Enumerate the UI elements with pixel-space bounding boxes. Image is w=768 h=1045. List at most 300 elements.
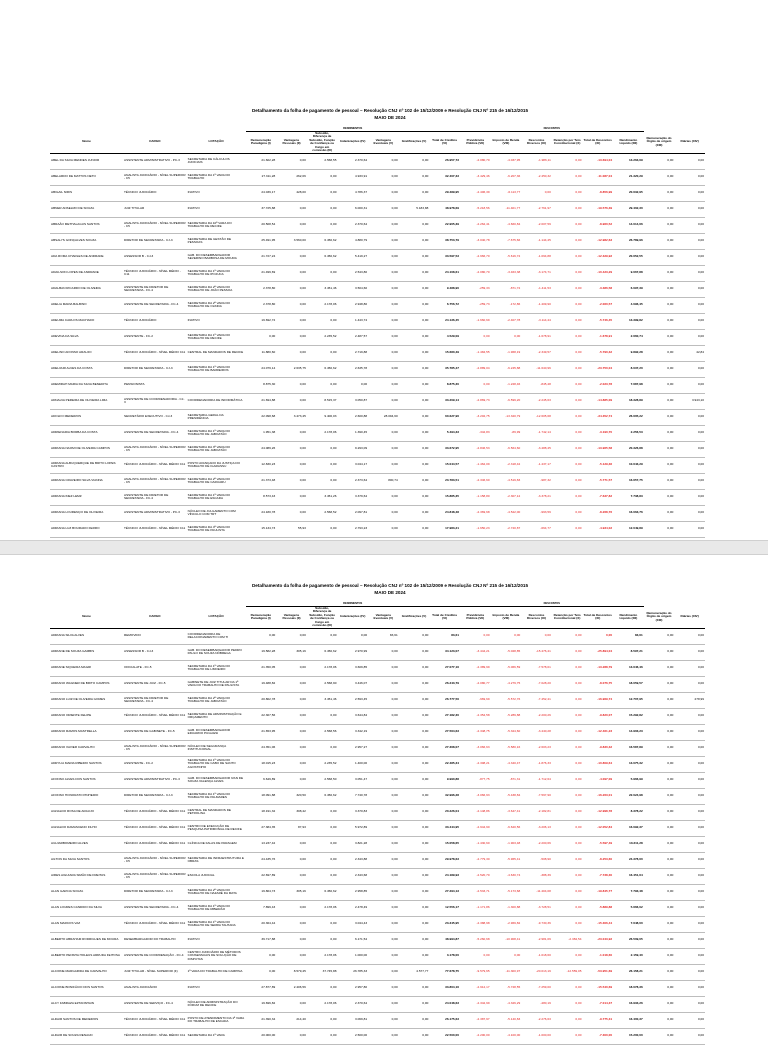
lotacao-cell: ESCOLA JUDICIAL [187, 868, 246, 884]
imposto-renda-cell: -5.066,59 [491, 660, 522, 676]
report-title-line2: MAIO DE 2024 [374, 114, 406, 120]
remuneracao-origem-cell: 0,00 [644, 1012, 675, 1028]
remuneracao-paradigma-cell: 1.951,38 [246, 425, 277, 441]
gratificacoes-cell: 0,00 [399, 660, 430, 676]
total-descontos-cell: -12.329,92 [582, 249, 613, 265]
remuneracao-origem-cell: 0,00 [644, 1028, 675, 1044]
vantagens-eventuais-cell: 800,74 [368, 473, 399, 489]
subsidio-funcao-cell: 2.178,06 [307, 900, 338, 916]
subsidio-funcao-cell: 3.451,26 [307, 489, 338, 505]
vantagens-eventuais-cell: 0,00 [368, 788, 399, 804]
descontos-diversos-cell: -1.018,60 [521, 948, 552, 964]
diarias-cell: 0,00 [674, 916, 705, 932]
remuneracao-origem-cell: 0,00 [644, 185, 675, 201]
column-header: Gratificações (V) [399, 606, 430, 628]
gratificacoes-cell: 0,00 [399, 297, 430, 313]
table-row [50, 489, 705, 505]
cargo-cell: TÉCNICO JUDICIÁRIO - NÍVEL MÉDIO C11 [123, 521, 187, 537]
remuneracao-paradigma-cell: 24.039,17 [246, 185, 277, 201]
cargo-cell: ANALISTA JUDICIÁRIO - NÍVEL SUPERIOR - C5 [123, 217, 187, 233]
table-row [50, 948, 705, 964]
previdencia-cell: 0,00 [460, 948, 491, 964]
descontos-diversos-cell: -3.728,51 [521, 900, 552, 916]
previdencia-cell: -5.218,56 [460, 201, 491, 217]
remuneracao-paradigma-cell: 8.573,43 [246, 489, 277, 505]
retencao-teto-cell: 0,00 [552, 233, 583, 249]
imposto-renda-cell: -5.140,83 [491, 1012, 522, 1028]
cargo-cell: ANALISTA JUDICIÁRIO - NÍVEL SUPERIOR - C5 [123, 868, 187, 884]
employee-name-cell: AGUIARBOMEIRO ALVES [50, 836, 123, 852]
employee-name-cell: ADNALVA PEREIRA DE OLIVEIRA LIMA [50, 393, 123, 409]
cargo-cell: DESEMBARGADOR DO TRABALHO [123, 932, 187, 948]
rendimento-liquido-cell: 10.643,29 [613, 457, 644, 473]
total-creditos-cell: 24.108,61 [429, 265, 460, 281]
indenizacoes-cell: 2.543,80 [337, 265, 368, 281]
cargo-cell: TÉCNICO JUDICIÁRIO - NÍVEL MÉDIO C11 [123, 804, 187, 820]
retencao-teto-cell: 0,00 [552, 1012, 583, 1028]
imposto-renda-cell: -5.324,60 [491, 724, 522, 740]
remuneracao-paradigma-cell: 27.384,35 [246, 820, 277, 836]
table-row [50, 361, 705, 377]
vantagens-eventuais-cell: 83,61 [368, 628, 399, 644]
descontos-diversos-cell: -11.404,08 [521, 884, 552, 900]
gratificacoes-cell: 0,00 [399, 932, 430, 948]
descontos-diversos-cell: -2.200,66 [521, 836, 552, 852]
diarias-cell: 0,00 [674, 788, 705, 804]
rendimento-liquido-cell: 16.400,37 [613, 1012, 644, 1028]
lotacao-cell [187, 377, 246, 393]
indenizacoes-cell: 9.293,09 [337, 441, 368, 457]
employee-name-cell: ADRIANA LOURENÇO DE OLIVEIRA [50, 505, 123, 521]
cargo-cell: ANALISTA JUDICIÁRIO - NÍVEL SUPERIOR - C5 [123, 740, 187, 756]
vantagens-pessoais-cell: 0,00 [276, 329, 307, 345]
column-header: Retenção por Teto Constitucional (X) [552, 131, 583, 153]
total-creditos-cell: 23.345,95 [429, 916, 460, 932]
vantagens-pessoais-cell: 2.406,56 [276, 980, 307, 996]
cargo-cell: ASSISTENTE DE SECRETARIA - FC-4 [123, 425, 187, 441]
table-row [50, 772, 705, 788]
remuneracao-paradigma-cell: 24.351,06 [246, 740, 277, 756]
cargo-cell: DIRETOR DE SECRETARIA - CJ-3 [123, 361, 187, 377]
vantagens-eventuais-cell: 0,00 [368, 185, 399, 201]
employee-name-cell: ADALBAN RICARDO DE OLIVEIRA [50, 281, 123, 297]
subsidio-funcao-cell: 0,00 [307, 377, 338, 393]
diarias-cell: 0,00 [674, 724, 705, 740]
total-creditos-cell: 33.209,14 [429, 393, 460, 409]
total-descontos-cell: -23.750,04 [582, 361, 613, 377]
imposto-renda-cell: -2.969,82 [491, 916, 522, 932]
table-row [50, 265, 705, 281]
imposto-renda-cell: -1.300,88 [491, 900, 522, 916]
previdencia-cell: -3.066,63 [460, 740, 491, 756]
gratificacoes-cell: 4.577,77 [399, 964, 430, 980]
previdencia-cell: -2.369,68 [460, 505, 491, 521]
subsidio-funcao-cell: 0,00 [307, 820, 338, 836]
subsidio-funcao-cell: 8.515,37 [307, 393, 338, 409]
imposto-renda-cell: -4.660,84 [491, 217, 522, 233]
subsidio-funcao-cell: 0,00 [307, 313, 338, 329]
column-header: LOTAÇÃO [187, 131, 246, 153]
diarias-cell: 0,00 [674, 660, 705, 676]
imposto-renda-cell: -6.113,77 [491, 185, 522, 201]
rendimento-liquido-cell: 20.652,55 [613, 249, 644, 265]
remuneracao-paradigma-cell: 24.435,76 [246, 852, 277, 868]
remuneracao-paradigma-cell: 24.079,14 [246, 361, 277, 377]
retencao-teto-cell: 0,00 [552, 804, 583, 820]
descontos-diversos-cell: -2.200,26 [521, 708, 552, 724]
column-header: Descontos Diversos (IX) [521, 606, 552, 628]
table-row [50, 724, 705, 740]
vantagens-eventuais-cell: 0,00 [368, 217, 399, 233]
total-creditos-cell: 33.444,95 [429, 820, 460, 836]
gratificacoes-cell: 0,00 [399, 217, 430, 233]
remuneracao-paradigma-cell: 21.373,48 [246, 473, 277, 489]
column-header: Nome [50, 606, 123, 628]
previdencia-cell: -1.430,60 [460, 836, 491, 852]
previdencia-cell: -9.579,65 [460, 964, 491, 980]
diarias-cell: 0,00 [674, 676, 705, 692]
remuneracao-origem-cell: 0,00 [644, 756, 675, 772]
imposto-renda-cell: -5.028,85 [491, 644, 522, 660]
diarias-cell: 0,00 [674, 233, 705, 249]
previdencia-cell: -3.429,46 [460, 169, 491, 185]
gratificacoes-cell: 0,00 [399, 441, 430, 457]
total-creditos-cell: 34.123,07 [429, 644, 460, 660]
rendimento-liquido-cell: 6.097,39 [613, 281, 644, 297]
remuneracao-paradigma-cell: 19.804,73 [246, 884, 277, 900]
total-descontos-cell: -12.461,23 [582, 724, 613, 740]
cargo-cell: ASSISTENTE DE JUIZ - FC-5 [123, 676, 187, 692]
imposto-renda-cell: -871,72 [491, 281, 522, 297]
table-row [50, 804, 705, 820]
remuneracao-paradigma-cell: 20.000,00 [246, 1028, 277, 1044]
cargo-cell: ASSISTENTE DE DIRETOR DE SECRETARIA - FC-4 [123, 489, 187, 505]
imposto-renda-cell: -4.037,95 [491, 153, 522, 169]
indenizacoes-cell: 2.970,99 [337, 644, 368, 660]
rendimento-liquido-cell: 18.078,36 [613, 980, 644, 996]
lotacao-cell: SECRETARIA DA 1ª VARA DO TRABALHO [187, 169, 246, 185]
remuneracao-origem-cell: 0,00 [644, 377, 675, 393]
descontos-diversos-cell: -3.206,13 [521, 820, 552, 836]
table-row [50, 836, 705, 852]
gratificacoes-cell: 0,00 [399, 361, 430, 377]
gratificacoes-cell: 0,00 [399, 169, 430, 185]
diarias-cell: 0,00 [674, 804, 705, 820]
diarias-cell: 0,00 [674, 377, 705, 393]
retencao-teto-cell: 0,00 [552, 980, 583, 996]
indenizacoes-cell: 2.343,88 [337, 852, 368, 868]
retencao-teto-cell: 0,00 [552, 185, 583, 201]
total-creditos-cell: 6.756,72 [429, 297, 460, 313]
indenizacoes-cell: 1.400,00 [337, 756, 368, 772]
vantagens-eventuais-cell: 0,00 [368, 249, 399, 265]
lotacao-cell: GAB. DO DESEMBARGADOR EDUARDO PUGLIESI [187, 724, 246, 740]
column-header: CARGO [123, 131, 187, 153]
vantagens-pessoais-cell: 0,00 [276, 836, 307, 852]
vantagens-eventuais-cell: 0,00 [368, 153, 399, 169]
descontos-diversos-cell: -993,59 [521, 505, 552, 521]
vantagens-pessoais-cell: 0,00 [276, 756, 307, 772]
descontos-diversos-cell: -7.028,20 [521, 676, 552, 692]
previdencia-cell: -2.080,70 [460, 153, 491, 169]
previdencia-cell: -2.080,70 [460, 265, 491, 281]
rendimento-liquido-cell: 15.200,00 [613, 1028, 644, 1044]
diarias-cell: 0,00 [674, 249, 705, 265]
remuneracao-paradigma-cell: 7.899,43 [246, 900, 277, 916]
lotacao-cell: SECRETARIA DA 10ª VARA DO TRABALHO DE RECIFE [187, 217, 246, 233]
table-row [50, 393, 705, 409]
indenizacoes-cell: 2.487,57 [337, 329, 368, 345]
subsidio-funcao-cell: 6.450,62 [307, 233, 338, 249]
retencao-teto-cell: -12.559,05 [552, 964, 583, 980]
lotacao-cell: SECRETARIA DE CÁLCULOS JUDICIAIS [187, 153, 246, 169]
subsidio-funcao-cell: 0,00 [307, 169, 338, 185]
column-header: Diárias (XIV) [674, 606, 705, 628]
subsidio-funcao-cell: 2.178,06 [307, 948, 338, 964]
indenizacoes-cell: 2.593,45 [337, 692, 368, 708]
remuneracao-origem-cell: 0,00 [644, 393, 675, 409]
lotacao-cell: POSTO DE ATENDIMENTO DA 1ª VARA DO TRABALHO DE ESCADA [187, 1012, 246, 1028]
remuneracao-origem-cell: 0,00 [644, 361, 675, 377]
remuneracao-origem-cell: 0,00 [644, 441, 675, 457]
table-row [50, 521, 705, 537]
remuneracao-origem-cell: 0,00 [644, 425, 675, 441]
remuneracao-origem-cell: 0,00 [644, 900, 675, 916]
indenizacoes-cell: 0,00 [337, 377, 368, 393]
table-row [50, 868, 705, 884]
indenizacoes-cell: 3.379,64 [337, 489, 368, 505]
vantagens-eventuais-cell: 0,00 [368, 660, 399, 676]
rendimento-liquido-cell: 13.646,46 [613, 660, 644, 676]
remuneracao-paradigma-cell: 21.727,24 [246, 249, 277, 265]
diarias-cell: 0,00 [674, 836, 705, 852]
diarias-cell: 0,00 [674, 628, 705, 644]
vantagens-pessoais-cell: 0,00 [276, 724, 307, 740]
imposto-renda-cell: -3.463,38 [491, 265, 522, 281]
imposto-renda-cell: -11.300,97 [491, 964, 522, 980]
vantagens-pessoais-cell: 320,50 [276, 788, 307, 804]
total-descontos-cell: -5.129,36 [582, 457, 613, 473]
remuneracao-paradigma-cell: 11.880,60 [246, 345, 277, 361]
diarias-cell: 0,00 [674, 153, 705, 169]
column-header: Vantagens Eventuais (V) [368, 131, 399, 153]
vantagens-pessoais-cell: 0,00 [276, 281, 307, 297]
payroll-table [50, 127, 705, 570]
total-descontos-cell: -5.597,49 [582, 836, 613, 852]
column-header: Remuneração Paradigma (I) [246, 606, 277, 628]
remuneracao-origem-cell: 0,00 [644, 868, 675, 884]
rendimento-liquido-cell: 26.789,96 [613, 233, 644, 249]
diarias-cell: 0,00 [674, 1012, 705, 1028]
table-row [50, 660, 705, 676]
cargo-cell: ANALISTA JUDICIÁRIO - NÍVEL SUPERIOR - C5 [123, 852, 187, 868]
remuneracao-origem-cell: 0,00 [644, 772, 675, 788]
remuneracao-paradigma-cell: 0,00 [246, 964, 277, 980]
rendimento-liquido-cell: 29.402,30 [613, 201, 644, 217]
total-descontos-cell: -5.889,88 [582, 900, 613, 916]
table-row [50, 788, 705, 804]
table-row [50, 169, 705, 185]
vantagens-eventuais-cell: 0,00 [368, 916, 399, 932]
rendimento-liquido-cell: 14.014,66 [613, 217, 644, 233]
retencao-teto-cell: 0,00 [552, 868, 583, 884]
total-creditos-cell: 60.627,96 [429, 409, 460, 425]
lotacao-cell: SECRETARIA DE ADMINISTRAÇÃO E ORÇAMENTO [187, 708, 246, 724]
rendimento-liquido-cell: 26.509,05 [613, 932, 644, 948]
previdencia-cell: 0,00 [460, 628, 491, 644]
table-row [50, 1012, 705, 1028]
remuneracao-origem-cell: 0,00 [644, 996, 675, 1012]
subsidio-funcao-cell: 2.235,52 [307, 329, 338, 345]
table-row [50, 473, 705, 489]
vantagens-pessoais-cell: 2.635,75 [276, 361, 307, 377]
retencao-teto-cell: 0,00 [552, 297, 583, 313]
imposto-renda-cell: -4.326,29 [491, 996, 522, 1012]
diarias-cell: 0,00 [674, 932, 705, 948]
imposto-renda-cell: -3.647,41 [491, 804, 522, 820]
previdencia-cell: -2.200,00 [460, 1028, 491, 1044]
table-row [50, 1028, 705, 1044]
remuneracao-origem-cell: 0,00 [644, 345, 675, 361]
vantagens-eventuais-cell: 0,00 [368, 297, 399, 313]
cargo-cell: TÉCNICO JUDICIÁRIO [123, 185, 187, 201]
cargo-cell: JUIZ TITULAR - NÍVEL SUPERIOR (F) [123, 964, 187, 980]
employee-name-cell: ADRIENAIDA BORBA DA COSTA [50, 425, 123, 441]
remuneracao-origem-cell: 0,00 [644, 676, 675, 692]
total-descontos-cell: -34.352,74 [582, 409, 613, 425]
total-descontos-cell: -4.934,02 [582, 521, 613, 537]
descontos-diversos-cell: -3.440,28 [521, 724, 552, 740]
indenizacoes-cell: 3.050,87 [337, 393, 368, 409]
total-creditos-cell: 48.978,69 [429, 201, 460, 217]
table-row [50, 932, 705, 948]
total-descontos-cell: -2.023,78 [582, 377, 613, 393]
gratificacoes-cell: 0,00 [399, 628, 430, 644]
cargo-cell: ASSISTENTE DE COORDENADORIA - CJ-3 [123, 393, 187, 409]
employee-name-cell: AFONSO ALVES DOS SANTOS [50, 772, 123, 788]
lotacao-cell: SECRETARIA DA 2ª VARA DO TRABALHO DE JOÃO PESSOA [187, 281, 246, 297]
cargo-cell: TÉCNICO JUDICIÁRIO [123, 313, 187, 329]
total-descontos-cell: -7.637,82 [582, 489, 613, 505]
descontos-diversos-cell: -11.640,96 [521, 361, 552, 377]
cargo-cell: TÉCNICO JUDICIÁRIO - NÍVEL MÉDIO - C11 [123, 265, 187, 281]
table-row [50, 345, 705, 361]
gratificacoes-cell: 0,00 [399, 345, 430, 361]
column-header: Rendimento Líquido (XII) [613, 606, 644, 628]
indenizacoes-cell: 2.793,23 [337, 521, 368, 537]
vantagens-pessoais-cell: 308,42 [276, 804, 307, 820]
subsidio-funcao-cell: 0,00 [307, 217, 338, 233]
vantagens-pessoais-cell: 0,00 [276, 916, 307, 932]
imposto-renda-cell: -1.968,19 [491, 345, 522, 361]
vantagens-eventuais-cell: 0,00 [368, 836, 399, 852]
employee-name-cell: ABEL DA SILVA MENDES JUNIOR [50, 153, 123, 169]
lotacao-cell: 1ª VARA DO TRABALHO DE CAMPINA [187, 964, 246, 980]
vantagens-pessoais-cell: 305,16 [276, 884, 307, 900]
total-descontos-cell: 0,00 [582, 628, 613, 644]
gratificacoes-cell: 0,00 [399, 836, 430, 852]
subsidio-funcao-cell: 2.568,55 [307, 153, 338, 169]
remuneracao-paradigma-cell: 39.717,88 [246, 932, 277, 948]
imposto-renda-cell: -4.340,47 [491, 756, 522, 772]
descontos-diversos-cell: -3.378,21 [521, 489, 552, 505]
total-creditos-cell: 29.978,63 [429, 852, 460, 868]
vantagens-eventuais-cell: 0,00 [368, 868, 399, 884]
total-descontos-cell: -14.885,09 [582, 393, 613, 409]
vantagens-pessoais-cell: 0,00 [276, 249, 307, 265]
retencao-teto-cell: 0,00 [552, 916, 583, 932]
total-descontos-cell: -2.060,57 [582, 297, 613, 313]
rendimento-liquido-cell: 7.738,83 [613, 489, 644, 505]
previdencia-cell: -2.846,53 [460, 441, 491, 457]
subsidio-funcao-cell: 0,00 [307, 457, 338, 473]
imposto-renda-cell: -6.245,88 [491, 361, 522, 377]
table-row [50, 329, 705, 345]
gratificacoes-cell: 0,00 [399, 980, 430, 996]
lotacao-cell: CENTRAL DE MANDADOS DE PETROLINA [187, 804, 246, 820]
total-descontos-cell: -15.540,69 [582, 980, 613, 996]
remuneracao-origem-cell: 0,00 [644, 916, 675, 932]
indenizacoes-cell: 2.343,68 [337, 868, 368, 884]
remuneracao-origem-cell: 0,00 [644, 836, 675, 852]
table-row [50, 185, 705, 201]
total-descontos-cell: -12.998,78 [582, 804, 613, 820]
vantagens-eventuais-cell: 0,00 [368, 1028, 399, 1044]
cargo-cell: ASSISTENTE ADMINISTRATIVO - PC-3 [123, 505, 187, 521]
rendimento-liquido-cell: 20.326,88 [613, 441, 644, 457]
remuneracao-origem-cell: 0,00 [644, 804, 675, 820]
subsidio-funcao-cell: 0,00 [307, 836, 338, 852]
diarias-cell: 0,00 [674, 996, 705, 1012]
indenizacoes-cell: 1.443,74 [337, 313, 368, 329]
subsidio-funcao-cell: 0,00 [307, 708, 338, 724]
vantagens-eventuais-cell: 0,00 [368, 345, 399, 361]
remuneracao-origem-cell: 0,00 [644, 740, 675, 756]
remuneracao-origem-cell: 0,00 [644, 852, 675, 868]
previdencia-cell: -1.171,86 [460, 900, 491, 916]
vantagens-pessoais-cell: 0,00 [276, 313, 307, 329]
column-header: Total de Créditos (VI) [429, 606, 460, 628]
employee-name-cell: ADELVAIR ALVES DA COSTA [50, 361, 123, 377]
subsidio-funcao-cell: 9.400,03 [307, 409, 338, 425]
employee-name-cell: ADRIANA LUZ BOURADO FERRO [50, 521, 123, 537]
gratificacoes-cell: 0,00 [399, 740, 430, 756]
vantagens-pessoais-cell: 0,00 [276, 660, 307, 676]
employee-name-cell: ADEUMA CARLOS MACHADO [50, 313, 123, 329]
total-creditos-cell: 9.990,88 [429, 772, 460, 788]
lotacao-cell: SECRETARIA DA 1ª VARA DO TRABALHO DE ESCADA [187, 489, 246, 505]
subsidio-funcao-cell: 0,00 [307, 868, 338, 884]
retencao-teto-cell: 0,00 [552, 900, 583, 916]
vantagens-eventuais-cell: 0,00 [368, 996, 399, 1012]
vantagens-eventuais-cell: 0,00 [368, 329, 399, 345]
table-row [50, 900, 705, 916]
rendimento-liquido-cell: 2.256,53 [613, 425, 644, 441]
employee-name-cell: ALBERTO PENSHA HOLEUS ARRUDA FEITOSA [50, 948, 123, 964]
total-descontos-cell: -13.288,79 [582, 660, 613, 676]
total-descontos-cell: -10.423,29 [582, 265, 613, 281]
previdencia-cell: -2.387,97 [460, 1012, 491, 1028]
lotacao-cell: SECRETARIA DA 4ª VARA DO TRABALHO DE PAULISTA [187, 521, 246, 537]
lotacao-cell: CENTRAL DE MANDADOS DE RECIFE [187, 345, 246, 361]
indenizacoes-cell: 3.044,17 [337, 457, 368, 473]
diarias-cell: 0,00 [674, 217, 705, 233]
employee-name-cell: ADELIA MARIA BALBINO [50, 297, 123, 313]
total-descontos-cell: -9.775,31 [582, 1012, 613, 1028]
remuneracao-paradigma-cell: 27.877,89 [246, 980, 277, 996]
previdencia-cell: -2.889,04 [460, 361, 491, 377]
diarias-cell: 0,00 [674, 441, 705, 457]
